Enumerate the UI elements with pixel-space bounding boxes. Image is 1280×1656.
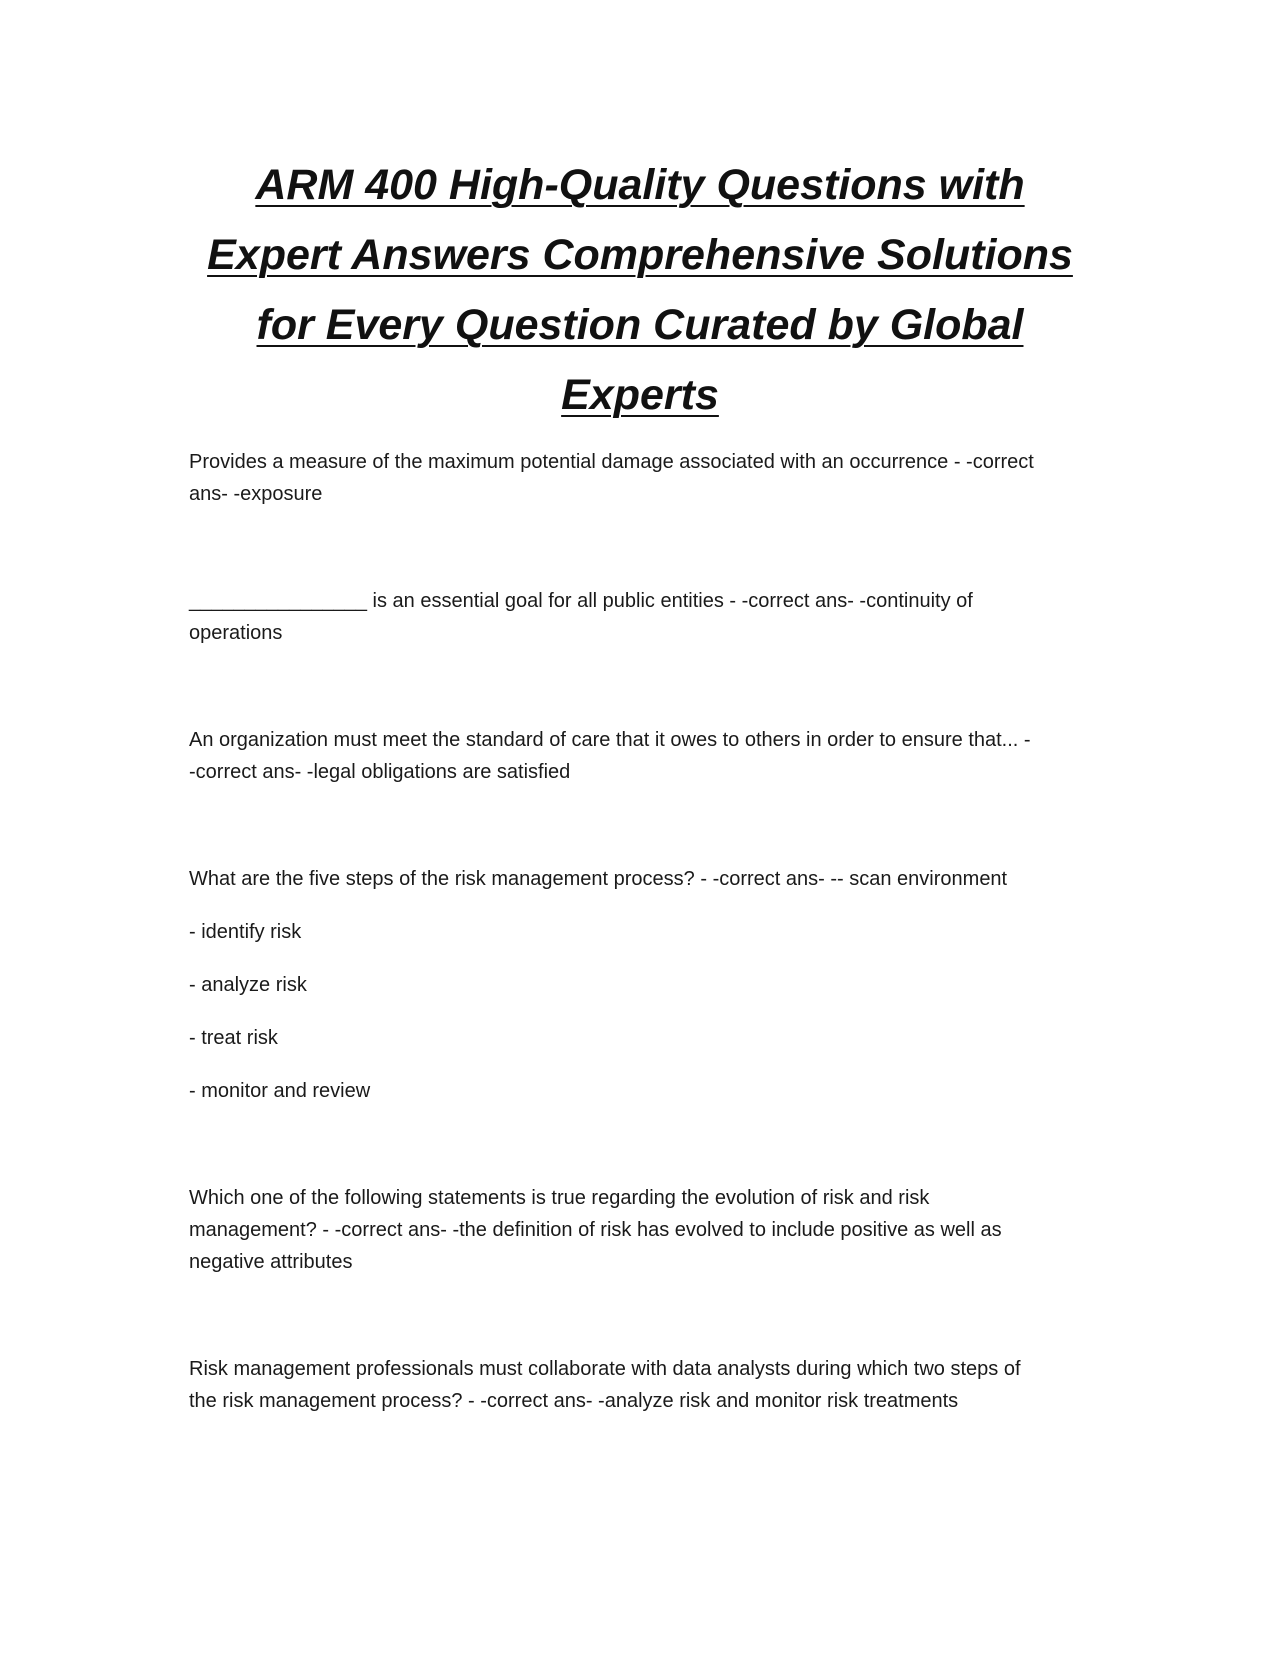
- list-item: - analyze risk: [189, 974, 307, 996]
- qa-item-exposure: [189, 446, 1089, 510]
- list-item: - identify risk: [189, 921, 302, 943]
- qa-line: Which one of the following statements is true regarding the evolution of risk and risk: [189, 1187, 930, 1209]
- qa-line: ans- -exposure: [189, 483, 323, 505]
- qa-item-five-steps: [189, 863, 1089, 895]
- qa-item-standard-of-care: [189, 724, 1089, 788]
- list-item: - treat risk: [189, 1027, 278, 1049]
- title-line: for Every Question Curated by Global: [256, 301, 1024, 349]
- qa-line: Provides a measure of the maximum potential damage associated with an occurrence - -correct: [189, 451, 1034, 473]
- list-item: - monitor and review: [189, 1080, 371, 1102]
- qa-line: ________________ is an essential goal for all public entities - -correct ans- -continuity of: [189, 590, 973, 612]
- qa-line: the risk management process? - -correct ans- -analyze risk and monitor risk treatments: [189, 1390, 959, 1412]
- qa-item-evolution: [189, 1182, 1089, 1278]
- qa-line: -correct ans- -legal obligations are satisfied: [189, 761, 571, 783]
- qa-line: management? - -correct ans- -the definition of risk has evolved to include positive as well as: [189, 1219, 1002, 1241]
- qa-line: An organization must meet the standard of care that it owes to others in order to ensure that... -: [189, 729, 1031, 751]
- qa-line: negative attributes: [189, 1251, 353, 1273]
- qa-line: Risk management professionals must collaborate with data analysts during which two steps of: [189, 1358, 1021, 1380]
- qa-line: operations: [189, 622, 283, 644]
- document-title: [160, 150, 1120, 430]
- title-line: Expert Answers Comprehensive Solutions: [207, 231, 1073, 279]
- title-line: Experts: [561, 371, 719, 419]
- qa-line: What are the five steps of the risk management process? - -correct ans- -- scan environment: [189, 868, 1008, 890]
- qa-item-continuity: [189, 585, 1089, 649]
- title-line: ARM 400 High-Quality Questions with: [255, 161, 1025, 209]
- qa-item-data-analysts: [189, 1353, 1089, 1417]
